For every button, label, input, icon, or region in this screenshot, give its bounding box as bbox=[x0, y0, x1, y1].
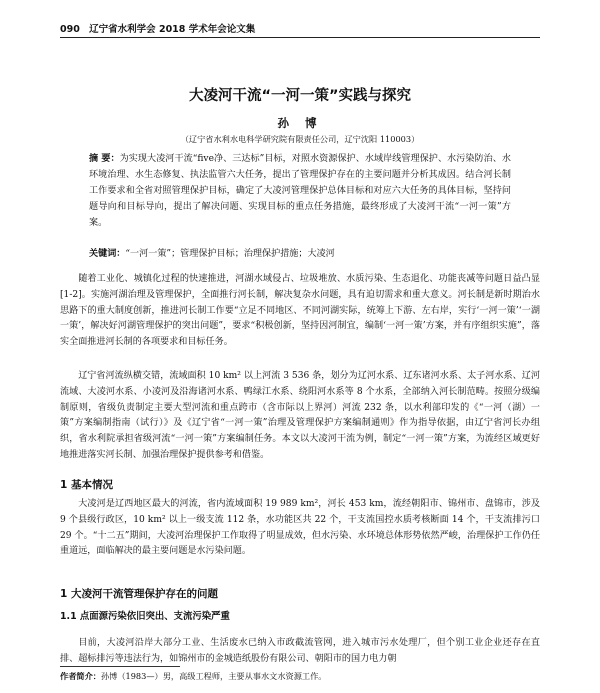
keywords-text: “一河一策”；管理保护目标；治理保护措施；大凌河 bbox=[125, 249, 335, 259]
intro-paragraph-1: 随着工业化、城镇化过程的快速推进，河湖水域侵占、垃圾堆放、水质污染、生态退化、功能丧减等问题日益凸显[1-2]。实施河湖治理及管理保护，全面推行河长制，解决复杂水问题，具有迫切需求和重大意义。河长制是新时期治水思路下的重大制度创新，推进河长制工作要“立足不同地区、不同河湖实际，统筹上下游、左右岸，实行‘一河一策’‘一湖一策’，解决好河湖管理保护的突出问题”，要求“积极创新，坚持因河制宜，编制‘一河一策’方案，并有序组织实施”，落实全面推进河长制的各项要求和目标任务。 bbox=[60, 274, 540, 348]
basic-info-paragraph: 大凌河是辽西地区最大的河流，省内流域面积 19 989 km²，河长 453 km，流经朝阳市、锦州市、盘锦市，涉及 9 个县级行政区，10 km² 以上一级支流 112 条，水功能区共 22 个，干支流国控水质考核断面 14 个，干支流排污口 29 个。“十二五”期间，大凌河治理保护工作取得了明显成效，但水污染、水环境总体形势依然严峻，治理保护工作仍任重道远，面临解决的最主要问题是水污染问题。 bbox=[60, 499, 540, 557]
section-heading-basic: 1 基本情况 bbox=[60, 479, 113, 491]
pollution-paragraph: 目前，大凌河沿岸大部分工业、生活废水已纳入市政截流管网，进入城市污水处理厂，但个别工业企业还存在直排、超标排污等违法行为，如锦州市的金城造纸股份有限公司、朝阳市的国力电力朝 bbox=[60, 638, 540, 664]
footnote-text: 孙博（1983—）男，高级工程师，主要从事水文水资源工作。 bbox=[100, 671, 327, 681]
section-heading-problems: 1 大凌河干流管理保护存在的问题 bbox=[60, 588, 218, 600]
footnote-rule bbox=[60, 666, 180, 667]
keywords-label: 关键词： bbox=[89, 249, 126, 259]
keywords bbox=[89, 247, 511, 263]
author-affiliation: （辽宁省水利水电科学研究院有限责任公司，辽宁沈阳 110003） bbox=[180, 134, 420, 144]
abstract-label: 摘 要： bbox=[89, 154, 120, 164]
author-name: 孙 博 bbox=[277, 116, 323, 130]
abstract bbox=[89, 152, 511, 232]
author-footnote bbox=[60, 671, 540, 682]
footnote-label: 作者简介： bbox=[60, 671, 101, 681]
intro-paragraph-2: 辽宁省河流纵横交错，流域面积 10 km² 以上河流 3 536 条，划分为辽河水系、辽东诸河水系、太子河水系、辽河流域、大凌河水系、小凌河及沿海诸河水系、鸭绿江水系、绕阳河水系等 8 个水系，全部纳入河长制范畴。按照分级编制原则，省级负责制定主要大型河流和重点跨市（含市际以上界河）河流 232 条，以水利部印发的《“一河（湖）一策”方案编制指南（试行）》及《辽宁省“一河一策”治理及管理保护方案编制通则》作为指导依据，由辽宁省河长办组织，省水利院承担省级河流“一河一策”方案编制任务。本文以大凌河干流为例，制定“一河一策”方案，为流经区域更好地推进落实河长制、加强治理保护提供参考和借鉴。 bbox=[60, 371, 540, 460]
subsection-heading-pollution: 1.1 点面源污染依旧突出、支流污染严重 bbox=[60, 611, 230, 622]
paper-title: 大凌河干流“一河一策”实践与探究 bbox=[188, 88, 412, 104]
running-header bbox=[60, 21, 540, 35]
abstract-text: 为实现大凌河干流“five净、三达标”目标，对照水资源保护、水域岸线管理保护、水污染防治、水环境治理、水生态修复、执法监管六大任务，提出了管理保护存在的主要问题并分析其成因。结合河长制工作要求和全省对照管理保护目标，确定了大凌河管理保护总体目标和对应六大任务的具体目标，坚持问题导向和目标导向，提出了解决问题、实现目标的重点任务措施，最终形成了大凌河干流“一河一策”方案。 bbox=[89, 154, 511, 228]
journal-name: 辽宁省水利学会 2018 学术年会论文集 bbox=[89, 24, 256, 35]
header-rule bbox=[60, 37, 540, 38]
page-number: 090 bbox=[60, 24, 80, 35]
